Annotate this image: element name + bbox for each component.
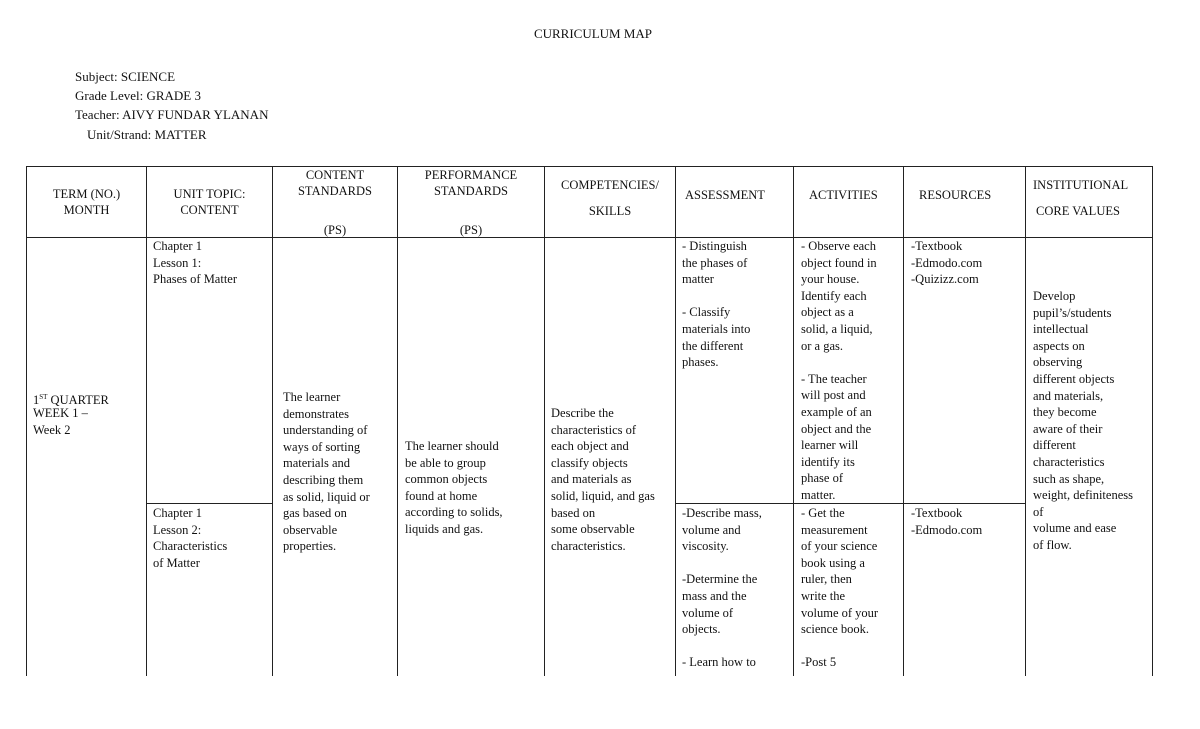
grid-line <box>544 166 545 676</box>
header-performance-standards: PERFORMANCE STANDARDS <box>424 168 518 198</box>
header-content-standards: CONTENT STANDARDS <box>297 168 372 198</box>
header-term: TERM (NO.) MONTH <box>52 187 121 217</box>
lesson-divider <box>146 503 273 504</box>
grid-line <box>26 166 27 676</box>
lesson-2-topic: Chapter 1 Lesson 2: Characteristics of Matter <box>153 506 228 570</box>
content-standards-text: The learner demonstrates understanding of ways of sorting materials and describing them as solid, liquid or gas based on observable properties. <box>283 390 370 554</box>
header-performance-standards-ps: (PS) <box>459 223 483 237</box>
grid-line <box>675 166 676 676</box>
grid-line <box>272 166 273 676</box>
header-resources: RESOURCES <box>919 188 992 202</box>
grid-line <box>146 166 147 676</box>
term-quarter: 1ST QUARTER <box>33 393 109 408</box>
lesson-1-activities: - Observe each object found in your house. Identify each object as a solid, a liquid, or a gas. - The teacher will post and example of an object and the learner will identify its phase of matter. <box>801 239 877 502</box>
header-institutional: INSTITUTIONAL <box>1033 178 1129 192</box>
header-skills: SKILLS <box>588 204 632 218</box>
subject-label: Subject: SCIENCE <box>75 69 176 84</box>
grid-line <box>903 166 904 676</box>
grid-line <box>397 166 398 676</box>
lesson-2-resources: -Textbook -Edmodo.com <box>911 506 983 537</box>
header-activities: ACTIVITIES <box>809 188 878 202</box>
lesson-1-topic: Chapter 1 Lesson 1: Phases of Matter <box>153 239 238 287</box>
performance-standards-text: The learner should be able to group common objects found at home according to solids, liquids and gas. <box>405 439 503 536</box>
grid-line <box>1025 166 1026 676</box>
teacher-label: Teacher: AIVY FUNDAR YLANAN <box>75 107 269 122</box>
unit-strand-label: Unit/Strand: MATTER <box>87 127 207 142</box>
competencies-text: Describe the characteristics of each object and classify objects and materials as solid, liquid, and gas based on some observable characteristics. <box>551 406 655 553</box>
lesson-1-assessment: - Distinguish the phases of matter - Classify materials into the different phases. <box>682 239 751 370</box>
header-content-standards-ps: (PS) <box>323 223 347 237</box>
header-competencies: COMPETENCIES/ <box>561 178 659 192</box>
page-title: CURRICULUM MAP <box>533 26 653 41</box>
grid-line <box>1152 166 1153 676</box>
header-assessment: ASSESSMENT <box>685 188 765 202</box>
header-core-values: CORE VALUES <box>1036 204 1120 218</box>
lesson-2-assessment: -Describe mass, volume and viscosity. -Determine the mass and the volume of objects. - Learn how to <box>682 506 762 670</box>
grid-line <box>793 166 794 676</box>
grade-level-label: Grade Level: GRADE 3 <box>75 88 201 103</box>
term-weeks: WEEK 1 – Week 2 <box>33 406 88 437</box>
core-values-text: Develop pupil’s/students intellectual aspects on observing different objects and materials, they become aware of their different characteristics such as shape, weight, definiteness of volume and ease of flow. <box>1033 289 1133 552</box>
lesson-1-resources: -Textbook -Edmodo.com -Quizizz.com <box>911 239 983 287</box>
lesson-2-activities: - Get the measurement of your science book using a ruler, then write the volume of your science book. -Post 5 <box>801 506 879 670</box>
header-unit-topic: UNIT TOPIC: CONTENT <box>173 187 246 217</box>
